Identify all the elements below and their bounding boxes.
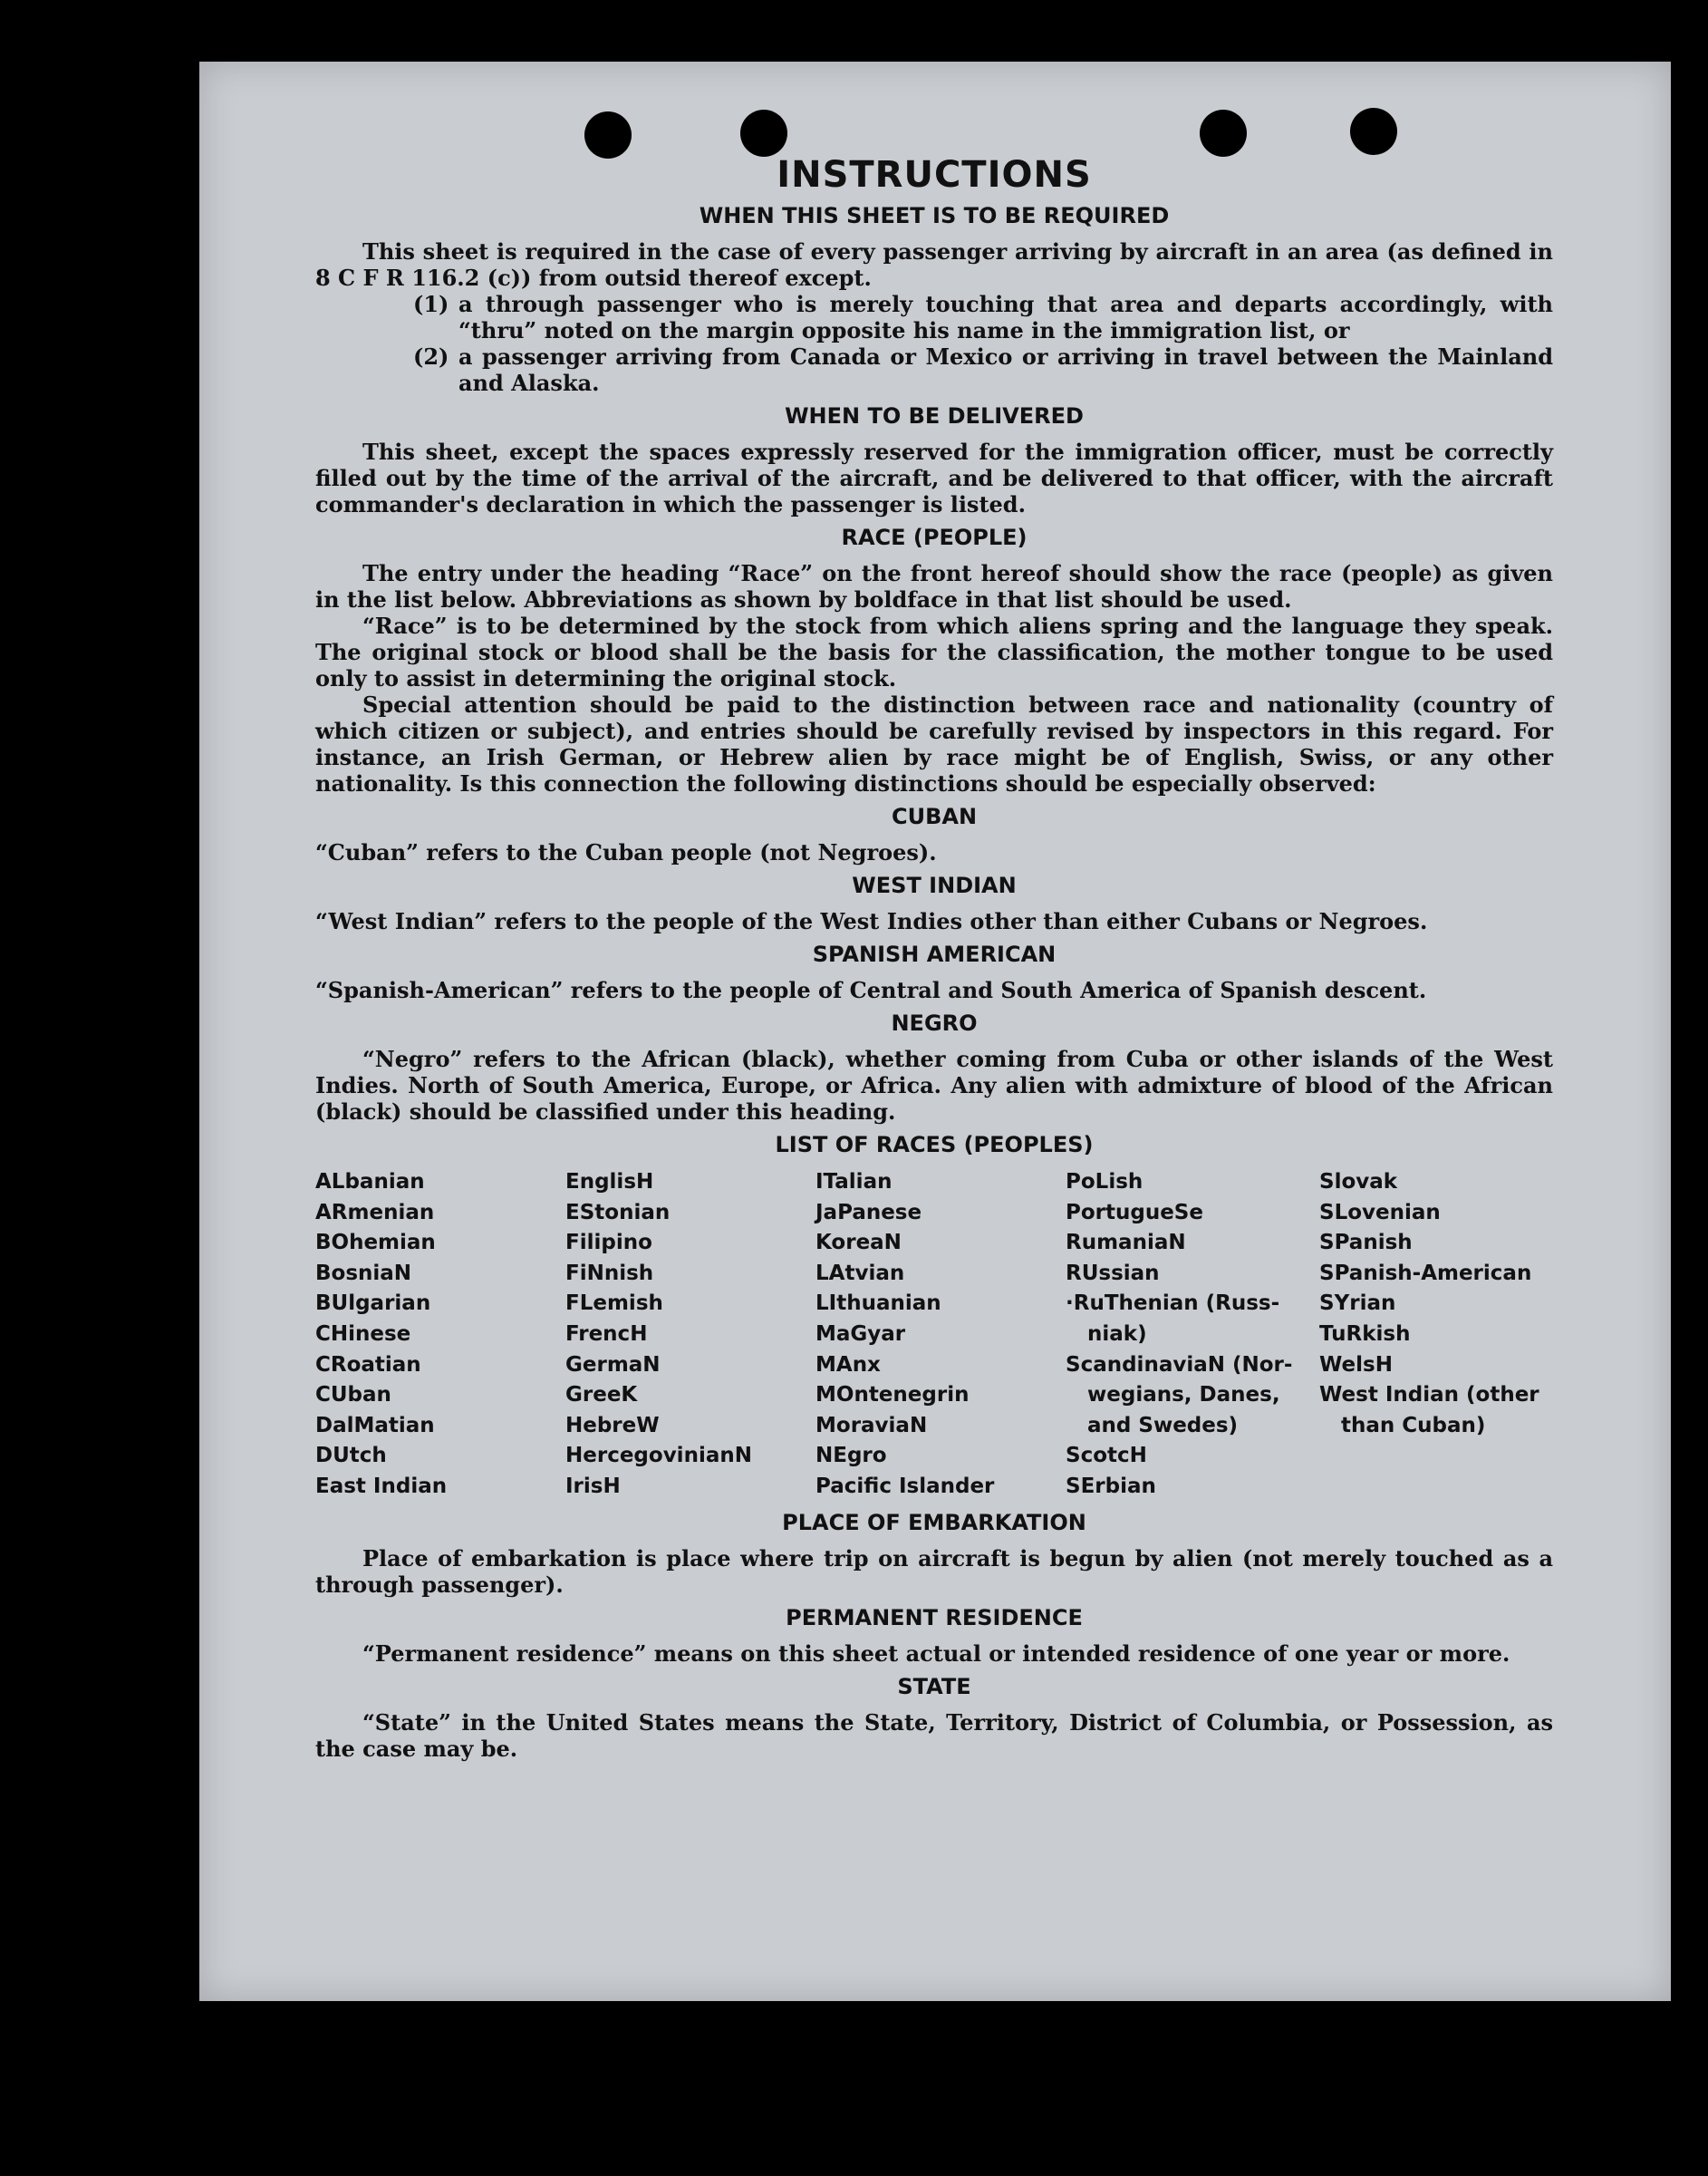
race-entry: Slovak xyxy=(1319,1170,1398,1194)
race-entry: RUssian xyxy=(1066,1261,1160,1285)
race-entry: PoLish xyxy=(1066,1170,1143,1194)
race-entry: WelsH xyxy=(1319,1352,1393,1377)
paragraph: “State” in the United States means the State, Territory, District of Columbia, or Possession, as the case may be. xyxy=(315,1708,1553,1762)
races-list xyxy=(315,1167,1553,1503)
race-entry: FrencH xyxy=(565,1321,648,1346)
section-heading: WHEN THIS SHEET IS TO BE REQUIRED xyxy=(699,203,1170,228)
race-entry: ITalian xyxy=(815,1170,893,1194)
race-entry: LAtvian xyxy=(815,1261,905,1285)
race-entry: IrisH xyxy=(565,1474,621,1498)
races-column xyxy=(565,1167,815,1503)
page-title: INSTRUCTIONS xyxy=(777,154,1092,196)
race-entry: BOhemian xyxy=(315,1231,436,1255)
race-entry: Filipino xyxy=(565,1231,652,1255)
race-entry: FiNnish xyxy=(565,1261,654,1285)
race-entry: BosniaN xyxy=(315,1261,412,1285)
race-entry: TuRkish xyxy=(1319,1321,1411,1346)
punch-hole xyxy=(1350,108,1397,155)
paragraph: This sheet is required in the case of every passenger arriving by aircraft in an area (as defined in 8 C F R 116.2 (c)) from outsid thereof except. xyxy=(315,238,1553,291)
race-entry: SYrian xyxy=(1319,1291,1396,1316)
race-entry: East Indian xyxy=(315,1474,448,1498)
paragraph: “Race” is to be determined by the stock from which aliens spring and the language they speak. The original stock or blood shall be the basis for the classification, the mother tongue to be used only to assist in determining the original stock. xyxy=(315,613,1553,691)
punch-hole xyxy=(740,110,787,157)
races-column xyxy=(815,1167,1066,1503)
race-entry: MOntenegrin xyxy=(815,1383,970,1407)
races-column xyxy=(1319,1167,1553,1503)
race-entry: Pacific Islander xyxy=(815,1474,995,1498)
section-heading: NEGRO xyxy=(891,1011,978,1036)
race-entry: GermaN xyxy=(565,1352,661,1377)
race-entry: HebreW xyxy=(565,1413,660,1437)
paragraph: Place of embarkation is place where trip on aircraft is begun by alien (not merely touched as a through passenger). xyxy=(315,1544,1553,1598)
race-entry: niak) xyxy=(1066,1321,1147,1346)
race-entry: CHinese xyxy=(315,1321,411,1346)
race-entry: RumaniaN xyxy=(1066,1231,1186,1255)
race-entry: ScotcH xyxy=(1066,1444,1147,1468)
race-entry: CRoatian xyxy=(315,1352,421,1377)
item-number: (2) xyxy=(413,343,449,370)
race-entry: ALbanian xyxy=(315,1170,425,1194)
section-heading: WHEN TO BE DELIVERED xyxy=(785,403,1084,429)
section-heading: LIST OF RACES (PEOPLES) xyxy=(775,1132,1094,1157)
section-heading: PERMANENT RESIDENCE xyxy=(786,1604,1083,1630)
paragraph: The entry under the heading “Race” on the front hereof should show the race (people) as given in the list below. Abbreviations as shown by boldface in that list should be used. xyxy=(315,560,1553,613)
races-column xyxy=(315,1167,565,1503)
race-entry: wegians, Danes, xyxy=(1066,1383,1280,1407)
race-entry: NEgro xyxy=(815,1444,887,1468)
race-entry: West Indian (other xyxy=(1319,1383,1539,1407)
race-entry: MaGyar xyxy=(815,1321,906,1346)
race-entry: CUban xyxy=(315,1383,391,1407)
race-entry: ScandinaviaN (Nor- xyxy=(1066,1352,1293,1377)
race-entry: JaPanese xyxy=(815,1200,922,1224)
section-heading: PLACE OF EMBARKATION xyxy=(782,1509,1086,1535)
paragraph: Special attention should be paid to the distinction between race and nationality (country of which citizen or subject), and entries should be carefully revised by inspectors in this regard. For instance, an Irish German, or Hebrew alien by race might be of English, Swiss, or any other nationality. Is this connection the following distinctions should be especially observed: xyxy=(315,691,1553,797)
race-entry: MAnx xyxy=(815,1352,881,1377)
section-heading: WEST INDIAN xyxy=(852,873,1017,898)
paragraph: This sheet, except the spaces expressly reserved for the immigration officer, must be correctly filled out by the time of the arrival of the aircraft, and be delivered to that officer, with the aircraft commander's declaration in which the passenger is listed. xyxy=(315,439,1553,517)
race-entry: GreeK xyxy=(565,1383,638,1407)
punch-hole xyxy=(1200,110,1247,157)
race-entry: ARmenian xyxy=(315,1200,435,1224)
item-text: a passenger arriving from Canada or Mexico or arriving in travel between the Mainland and Alaska. xyxy=(458,343,1553,396)
races-column xyxy=(1066,1167,1319,1503)
race-entry: PortugueSe xyxy=(1066,1200,1203,1224)
race-entry: LIthuanian xyxy=(815,1291,941,1316)
list-item xyxy=(413,291,1553,343)
document-sheet xyxy=(199,62,1671,2001)
section-heading: SPANISH AMERICAN xyxy=(812,942,1057,967)
punch-hole xyxy=(584,111,632,159)
race-entry: SLovenian xyxy=(1319,1200,1441,1224)
race-entry: than Cuban) xyxy=(1319,1413,1486,1437)
race-entry: SPanish xyxy=(1319,1231,1413,1255)
race-entry: DUtch xyxy=(315,1444,387,1468)
paragraph: “Permanent residence” means on this sheet actual or intended residence of one year or more. xyxy=(362,1639,1510,1667)
race-entry: EnglisH xyxy=(565,1170,654,1194)
item-number: (1) xyxy=(413,291,449,317)
section-heading: STATE xyxy=(897,1673,971,1699)
race-entry: FLemish xyxy=(565,1291,663,1316)
paragraph: “West Indian” refers to the people of the West Indies other than either Cubans or Negroes. xyxy=(315,908,1428,934)
race-entry: SPanish-American xyxy=(1319,1261,1532,1285)
race-entry: HercegovinianN xyxy=(565,1444,752,1468)
section-heading: RACE (PEOPLE) xyxy=(841,525,1028,550)
race-entry: KoreaN xyxy=(815,1231,902,1255)
list-item xyxy=(413,343,1553,396)
paragraph: “Negro” refers to the African (black), whether coming from Cuba or other islands of the West Indies. North of South America, Europe, or Africa. Any alien with admixture of blood of the African (black) should be classified under this heading. xyxy=(315,1046,1553,1125)
paragraph: “Cuban” refers to the Cuban people (not Negroes). xyxy=(315,839,937,866)
document-body xyxy=(315,154,1553,1762)
race-entry: MoraviaN xyxy=(815,1413,928,1437)
race-entry: BUlgarian xyxy=(315,1291,431,1316)
item-text: a through passenger who is merely touching that area and departs accordingly, with “thru” noted on the margin opposite his name in the immigration list, or xyxy=(458,291,1553,343)
paragraph: “Spanish-American” refers to the people of Central and South America of Spanish descent. xyxy=(315,977,1427,1003)
section-heading: CUBAN xyxy=(891,804,978,829)
race-entry: EStonian xyxy=(565,1200,671,1224)
race-entry: ·RuThenian (Russ- xyxy=(1066,1291,1280,1316)
race-entry: and Swedes) xyxy=(1066,1413,1239,1437)
race-entry: SErbian xyxy=(1066,1474,1156,1498)
race-entry: DalMatian xyxy=(315,1413,435,1437)
